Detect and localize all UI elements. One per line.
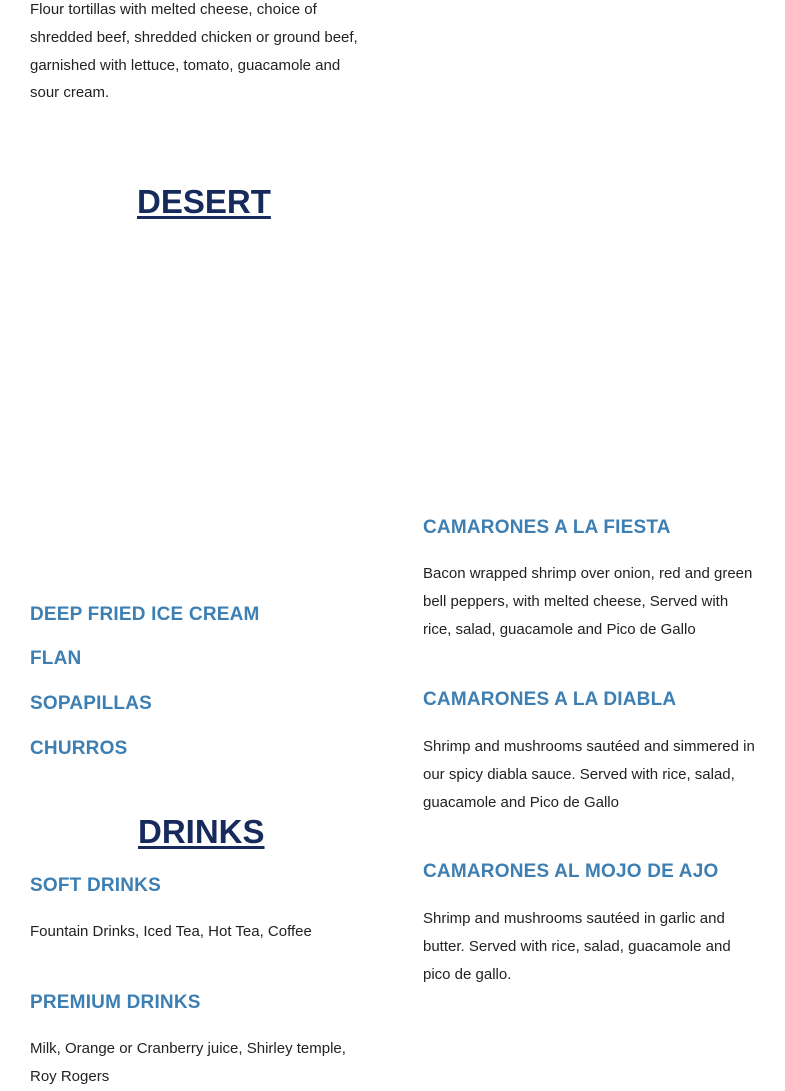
menu-item-churros: CHURROS: [30, 738, 128, 759]
menu-item-sopapillas: SOPAPILLAS: [30, 693, 152, 714]
item-description: Bacon wrapped shrimp over onion, red and green bell peppers, with melted cheese, Served with rice, salad, guacamole and Pico de Gallo: [423, 565, 753, 638]
section-title-drinks: DRINKS: [138, 813, 265, 850]
menu-item-camarones-a-la-diabla: CAMARONES A LA DIABLA: [423, 689, 677, 710]
menu-item-flan: FLAN: [30, 648, 82, 669]
menu-item-camarones-al-mojo-de-ajo: CAMARONES AL MOJO DE AJO: [423, 861, 719, 882]
item-description: Shrimp and mushrooms sautéed in garlic and butter. Served with rice, salad, guacamole and pico de gallo.: [423, 910, 731, 983]
item-description: Fountain Drinks, Iced Tea, Hot Tea, Coffee: [30, 923, 312, 940]
menu-item-premium-drinks: PREMIUM DRINKS: [30, 992, 201, 1013]
item-description: Flour tortillas with melted cheese, choice of shredded beef, shredded chicken or ground beef, garnished with lettuce, tomato, guacamole and sour cream.: [30, 1, 358, 102]
menu-item-deep-fried-ice-cream: DEEP FRIED ICE CREAM: [30, 604, 260, 625]
menu-item-soft-drinks: SOFT DRINKS: [30, 875, 161, 896]
menu-item-camarones-a-la-fiesta: CAMARONES A LA FIESTA: [423, 517, 671, 538]
section-title-desert: DESERT: [137, 183, 271, 220]
item-description: Milk, Orange or Cranberry juice, Shirley temple, Roy Rogers: [30, 1040, 346, 1085]
item-description: Shrimp and mushrooms sautéed and simmered in our spicy diabla sauce. Served with rice, salad, guacamole and Pico de Gallo: [423, 738, 755, 811]
